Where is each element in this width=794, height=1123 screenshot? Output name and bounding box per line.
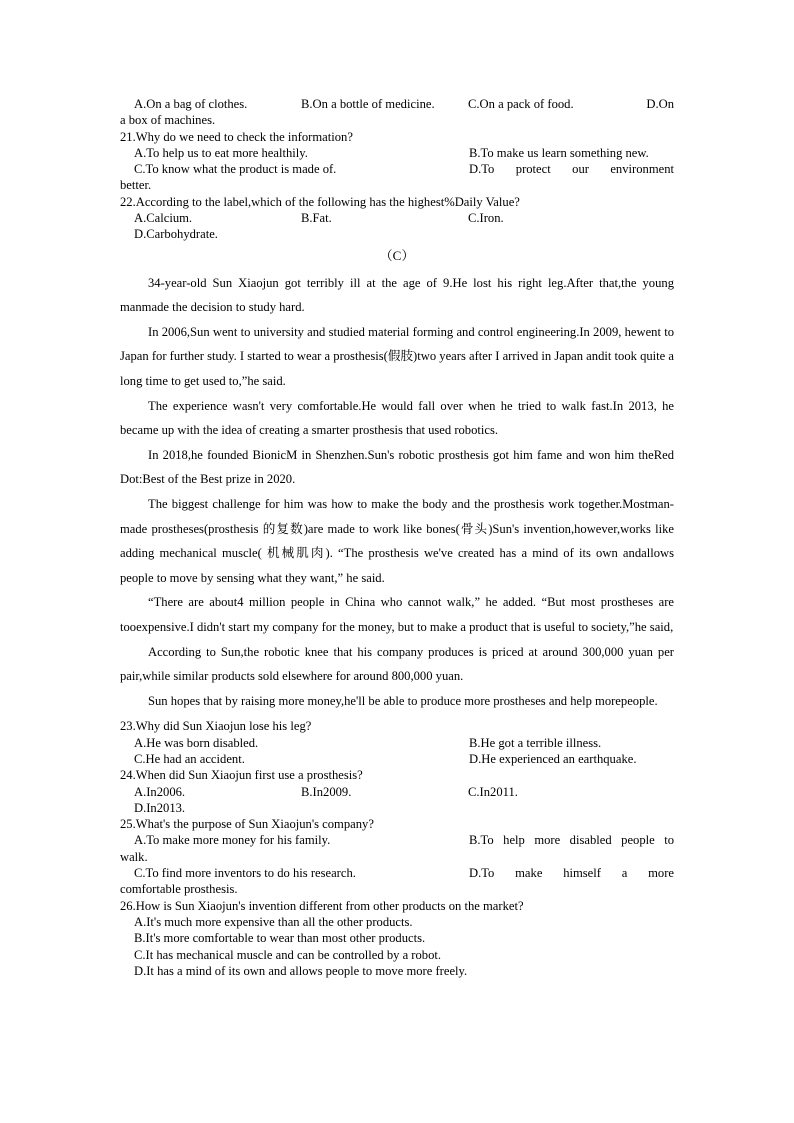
q25-row2 (120, 865, 674, 881)
q26-question: 26.How is Sun Xiaojun's invention different from other products on the market? (120, 898, 524, 913)
q25-option-d[interactable]: D.To make himself a more (469, 866, 674, 881)
q21-option-d-wrap: better. (120, 178, 152, 193)
section-c-heading: （C） (379, 247, 415, 263)
q22-question: 22.According to the label,which of the following has the highest%Daily Value? (120, 194, 520, 209)
q26-option-d[interactable]: D.It has a mind of its own and allows people to move more freely. (134, 963, 468, 978)
q23-option-c[interactable]: C.He had an accident. (134, 751, 245, 766)
passage-paragraph-2: In 2006,Sun went to university and studied material forming and control engineering.In 2009, hewent to Japan for further study. I started to wear a prosthesis(假肢)two years after I arrived in Japan andit took quite a long time to get used to,”he said. (120, 324, 674, 389)
q24-question: 24.When did Sun Xiaojun first use a prosthesis? (120, 768, 363, 783)
passage-paragraph-5: The biggest challenge for him was how to make the body and the prosthesis work together.Mostman-made prostheses(prosthesis 的复数)are made to work like bones(骨头)Sun's invention,however,works like adding mechanical muscle( 机械肌肉). “The prosthesis we've created has a mind of its own andallows people to move by sensing what they want,” he said. (120, 497, 674, 585)
q25-option-b[interactable]: B.To help more disabled people to (469, 833, 674, 848)
q24-option-d[interactable]: D.In2013. (134, 800, 186, 815)
q23-question: 23.Why did Sun Xiaojun lose his leg? (120, 719, 312, 734)
q20-option-d[interactable]: D.On (646, 97, 674, 111)
q23-option-a[interactable]: A.He was born disabled. (134, 735, 259, 750)
q24-row1 (120, 784, 674, 800)
passage-paragraph-7: According to Sun,the robotic knee that his company produces is priced at around 300,000 yuan per pair,while similar products sold elsewhere for around 800,000 yuan. (120, 644, 674, 684)
q21-row1 (120, 145, 674, 161)
passage-paragraph-4: In 2018,he founded BionicM in Shenzhen.Sun's robotic prosthesis got him fame and won him theRed Dot:Best of the Best prize in 2020. (120, 447, 674, 487)
reading-passage (120, 271, 674, 714)
passage-paragraph-8: Sun hopes that by raising more money,he'll be able to produce more prostheses and help morepeople. (148, 693, 658, 708)
q20-option-d-wrap: a box of machines. (120, 113, 216, 128)
q24-option-b[interactable]: B.In2009. (301, 784, 352, 799)
passage-paragraph-3: The experience wasn't very comfortable.He would fall over when he tried to walk fast.In 2013, he became up with the idea of creating a smarter prosthesis that used robotics. (120, 398, 674, 438)
q21-row2 (120, 161, 674, 177)
q23-option-b[interactable]: B.He got a terrible illness. (469, 735, 602, 750)
q21-option-b[interactable]: B.To make us learn something new. (469, 145, 649, 160)
passage-paragraph-6: “There are about4 million people in China who cannot walk,” he added. “But most prostheses are tooexpensive.I didn't start my company for the money, but to make a product that is useful to society,”he said, (120, 595, 674, 634)
q21-option-a[interactable]: A.To help us to eat more healthily. (134, 145, 308, 160)
q25-option-c[interactable]: C.To find more inventors to do his research. (134, 866, 356, 881)
q25-option-d-wrap: comfortable prosthesis. (120, 882, 238, 897)
q22-row1 (120, 210, 674, 226)
q21-question: 21.Why do we need to check the information? (120, 129, 353, 144)
q24-option-c[interactable]: C.In2011. (468, 784, 518, 799)
q23-row1 (120, 735, 674, 751)
q21-option-c[interactable]: C.To know what the product is made of. (134, 162, 337, 177)
q23-row2 (120, 751, 674, 767)
q25-question: 25.What's the purpose of Sun Xiaojun's company? (120, 817, 374, 832)
q26-option-b[interactable]: B.It's more comfortable to wear than most other products. (134, 931, 426, 946)
passage-paragraph-1: 34-year-old Sun Xiaojun got terribly ill at the age of 9.He lost his right leg.After that,the young manmade the decision to study hard. (120, 275, 674, 315)
q22-option-a[interactable]: A.Calcium. (134, 211, 193, 226)
q25-option-b-wrap: walk. (120, 849, 148, 864)
q22-option-c[interactable]: C.Iron. (468, 211, 504, 226)
q26-option-a[interactable]: A.It's much more expensive than all the other products. (134, 914, 413, 929)
q21-option-d[interactable]: D.To protect our environment (469, 162, 674, 177)
q22-option-d[interactable]: D.Carbohydrate. (134, 227, 218, 242)
q20-option-b[interactable]: B.On a bottle of medicine. (301, 97, 435, 111)
q20-options (120, 96, 674, 112)
q23-option-d[interactable]: D.He experienced an earthquake. (469, 751, 637, 766)
q25-option-a[interactable]: A.To make more money for his family. (134, 833, 331, 848)
q24-option-a[interactable]: A.In2006. (134, 784, 186, 799)
q20-option-a[interactable]: A.On a bag of clothes. (134, 97, 248, 111)
q25-row1 (120, 832, 674, 848)
q26-option-c[interactable]: C.It has mechanical muscle and can be controlled by a robot. (134, 947, 442, 962)
q22-option-b[interactable]: B.Fat. (301, 211, 332, 226)
worksheet-page (120, 96, 674, 979)
q20-option-c[interactable]: C.On a pack of food. (468, 97, 574, 111)
